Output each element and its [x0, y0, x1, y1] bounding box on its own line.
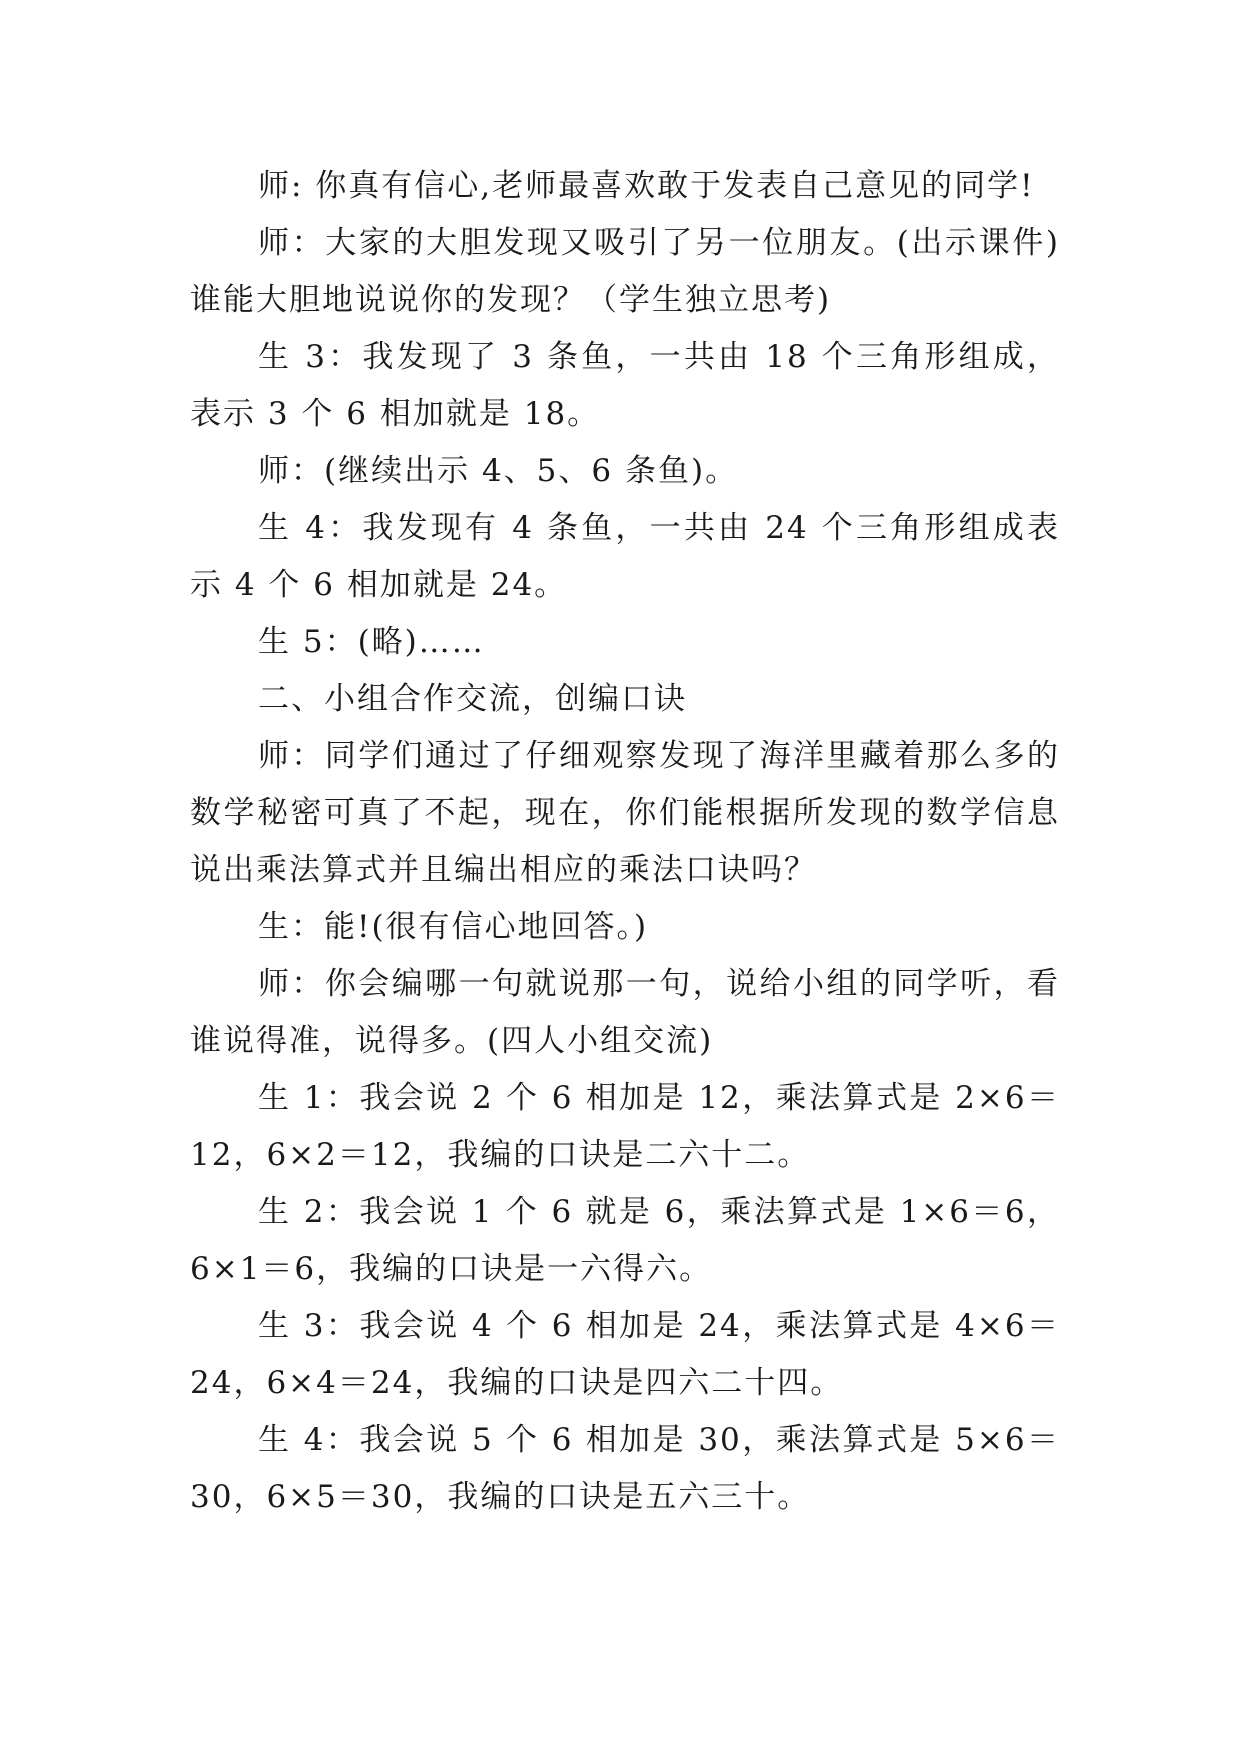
- paragraph-student-3-fish: 生 3：我发现了 3 条鱼，一共由 18 个三角形组成，表示 3 个 6 相加就是 18。: [190, 339, 1060, 432]
- paragraph-teacher-continue: 师：(继续出示 4、5、6 条鱼)。: [258, 453, 739, 489]
- document-body: [190, 158, 1060, 1526]
- paragraph-teacher-question: 师：同学们通过了仔细观察发现了海洋里藏着那么多的数学秘密可真了不起，现在，你们能根据所发现的数学信息说出乘法算式并且编出相应的乘法口诀吗？: [190, 738, 1060, 888]
- paragraph-teacher-instruction: 师：你会编哪一句就说那一句，说给小组的同学听，看谁说得准，说得多。(四人小组交流): [190, 966, 1060, 1059]
- paragraph-teacher-new-friend: 师：大家的大胆发现又吸引了另一位朋友。(出示课件)谁能大胆地说说你的发现？（学生独立思考): [190, 225, 1060, 318]
- paragraph-students-answer: 生：能!(很有信心地回答。): [258, 909, 649, 945]
- paragraph-teacher-praise: 师: 你真有信心,老师最喜欢敢于发表自己意见的同学!: [258, 168, 1035, 204]
- paragraph-student-4-rhyme: 生 4：我会说 5 个 6 相加是 30，乘法算式是 5×6＝30，6×5＝30，我编的口诀是五六三十。: [190, 1422, 1060, 1515]
- paragraph-student-5: 生 5：(略)……: [258, 624, 485, 660]
- paragraph-student-3-rhyme: 生 3：我会说 4 个 6 相加是 24，乘法算式是 4×6＝24，6×4＝24，我编的口诀是四六二十四。: [190, 1308, 1060, 1401]
- paragraph-student-1-rhyme: 生 1：我会说 2 个 6 相加是 12，乘法算式是 2×6＝12，6×2＝12，我编的口诀是二六十二。: [190, 1080, 1060, 1173]
- paragraph-student-4-fish: 生 4：我发现有 4 条鱼，一共由 24 个三角形组成表示 4 个 6 相加就是 24。: [190, 510, 1060, 603]
- paragraph-student-2-rhyme: 生 2：我会说 1 个 6 就是 6，乘法算式是 1×6＝6，6×1＝6，我编的口诀是一六得六。: [190, 1194, 1060, 1287]
- section-heading-group-work: 二、小组合作交流，创编口诀: [258, 681, 687, 717]
